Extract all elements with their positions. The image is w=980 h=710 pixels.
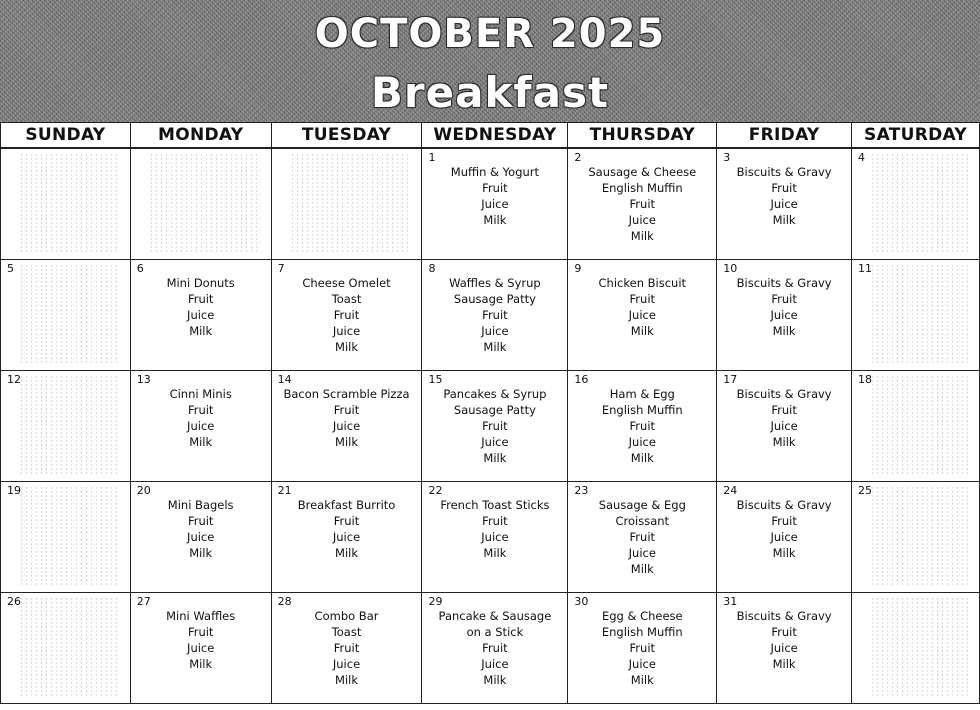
menu-item: Fruit [482, 641, 508, 655]
menu-list [272, 593, 422, 688]
day-number: 20 [136, 484, 151, 497]
stipple-fill [19, 264, 120, 364]
menu-list [422, 482, 567, 561]
menu-item: Milk [772, 324, 796, 338]
menu-item: Fruit [629, 641, 656, 655]
menu-item: Bacon Scramble Pizza [283, 387, 410, 401]
menu-item: Fruit [771, 514, 797, 528]
day-cell [852, 371, 980, 482]
menu-item: Juice [187, 419, 215, 433]
menu-list [717, 149, 851, 228]
day-number: 12 [7, 373, 21, 386]
menu-item: Fruit [629, 197, 656, 211]
menu-item: Juice [628, 546, 656, 560]
stipple-fill [870, 375, 969, 475]
menu-item: Toast [331, 292, 362, 306]
menu-list [568, 149, 716, 244]
menu-item: Sausage & Cheese [588, 165, 697, 179]
menu-item: Milk [483, 673, 507, 687]
menu-item: Fruit [482, 181, 508, 195]
menu-item: English Muffin [601, 181, 683, 195]
menu-item: Pancakes & Syrup [443, 387, 547, 401]
menu-item: Fruit [333, 514, 360, 528]
menu-item: Milk [189, 435, 213, 449]
menu-item: Juice [481, 435, 509, 449]
week-row [1, 260, 980, 371]
menu-list [131, 593, 271, 672]
menu-item: Croissant [615, 514, 670, 528]
day-cell [271, 260, 422, 371]
menu-item: Cinni Minis [169, 387, 232, 401]
menu-item: Fruit [187, 403, 214, 417]
stipple-fill [19, 153, 120, 253]
day-cell [422, 482, 568, 593]
day-cell [852, 482, 980, 593]
menu-item: Milk [189, 657, 213, 671]
menu-item: Juice [332, 657, 361, 671]
menu-list [422, 371, 567, 466]
day-number: 30 [574, 595, 589, 608]
menu-item: Sausage & Egg [598, 498, 686, 512]
day-number: 14 [277, 373, 292, 386]
day-number: 22 [428, 484, 443, 497]
menu-item: Fruit [333, 308, 360, 322]
day-number: 9 [574, 262, 582, 275]
day-cell [852, 260, 980, 371]
week-row [1, 148, 980, 260]
day-number: 18 [858, 373, 873, 386]
day-cell [852, 593, 980, 704]
week-row [1, 593, 980, 704]
menu-item: Milk [335, 546, 359, 560]
menu-item: Fruit [187, 292, 214, 306]
menu-item: Milk [483, 546, 507, 560]
day-cell [130, 148, 271, 260]
menu-item: Fruit [771, 292, 797, 306]
menu-item: Juice [628, 213, 656, 227]
stipple-fill [870, 486, 969, 586]
menu-item: Combo Bar [314, 609, 379, 623]
menu-item: French Toast Sticks [440, 498, 550, 512]
day-cell [717, 260, 852, 371]
menu-list [717, 371, 851, 450]
day-cell [568, 371, 717, 482]
menu-list [272, 260, 422, 355]
menu-item: Fruit [629, 292, 656, 306]
day-cell [422, 260, 568, 371]
menu-list [717, 593, 851, 672]
menu-list [422, 593, 567, 688]
month-title: OCTOBER 2025 [314, 11, 666, 57]
day-cell [271, 482, 422, 593]
weekday-header-thursday: THURSDAY [568, 123, 717, 149]
menu-item: Cheese Omelet [302, 276, 391, 290]
menu-item: on a Stick [466, 625, 524, 639]
day-number: 13 [136, 373, 151, 386]
menu-item: Milk [483, 213, 507, 227]
stipple-fill [870, 153, 969, 253]
day-cell [717, 593, 852, 704]
stipple-fill [19, 597, 120, 697]
menu-item: Milk [335, 340, 359, 354]
menu-item: Milk [772, 435, 796, 449]
day-number: 25 [858, 484, 873, 497]
stipple-fill [19, 486, 120, 586]
day-number: 5 [7, 262, 14, 275]
day-cell [271, 593, 422, 704]
day-cell [568, 482, 717, 593]
menu-item: Juice [481, 197, 509, 211]
day-cell [130, 482, 271, 593]
menu-item: Biscuits & Gravy [736, 609, 832, 623]
breakfast-calendar [0, 122, 980, 704]
day-cell [1, 371, 131, 482]
menu-item: Milk [772, 657, 796, 671]
day-number: 26 [7, 595, 21, 608]
day-number: 19 [7, 484, 21, 497]
menu-item: Juice [481, 657, 509, 671]
menu-item: Muffin & Yogurt [450, 165, 540, 179]
day-number: 7 [277, 262, 285, 275]
day-number: 16 [574, 373, 589, 386]
menu-item: Mini Donuts [166, 276, 235, 290]
day-number: 1 [428, 151, 436, 164]
menu-item: Milk [630, 562, 654, 576]
menu-item: Fruit [771, 625, 797, 639]
menu-list [568, 260, 716, 339]
menu-item: English Muffin [601, 403, 683, 417]
menu-item: Juice [628, 657, 656, 671]
day-number: 11 [858, 262, 873, 275]
menu-item: Milk [630, 229, 654, 243]
menu-item: Biscuits & Gravy [736, 165, 832, 179]
weekday-header-wednesday: WEDNESDAY [422, 123, 568, 149]
menu-item: Biscuits & Gravy [736, 387, 832, 401]
menu-list [131, 260, 271, 339]
meal-title: Breakfast [370, 68, 610, 117]
menu-list [568, 593, 716, 688]
day-cell [568, 593, 717, 704]
day-number: 23 [574, 484, 589, 497]
day-number: 10 [723, 262, 738, 275]
menu-item: Juice [332, 419, 361, 433]
menu-item: Egg & Cheese [601, 609, 683, 623]
stipple-fill [290, 153, 412, 253]
menu-list [422, 149, 567, 228]
week-row [1, 371, 980, 482]
menu-item: Breakfast Burrito [297, 498, 396, 512]
menu-item: Milk [772, 213, 796, 227]
menu-item: Juice [628, 435, 656, 449]
menu-item: Fruit [333, 641, 360, 655]
stipple-fill [149, 153, 261, 253]
day-number: 15 [428, 373, 443, 386]
weekday-header-friday: FRIDAY [717, 123, 852, 149]
menu-list [272, 482, 422, 561]
menu-item: Juice [770, 641, 798, 655]
menu-item: Chicken Biscuit [598, 276, 687, 290]
menu-item: Mini Waffles [166, 609, 236, 623]
day-number: 31 [723, 595, 738, 608]
menu-item: Milk [630, 324, 654, 338]
menu-item: Fruit [482, 514, 508, 528]
day-number: 17 [723, 373, 738, 386]
menu-item: Fruit [187, 514, 214, 528]
day-cell [568, 148, 717, 260]
menu-item: Milk [630, 451, 654, 465]
menu-item: Fruit [333, 403, 360, 417]
menu-item: Juice [187, 530, 215, 544]
stipple-fill [870, 264, 969, 364]
menu-item: Juice [187, 641, 215, 655]
menu-item: Juice [481, 324, 509, 338]
menu-item: Sausage Patty [453, 403, 536, 417]
menu-item: Sausage Patty [453, 292, 536, 306]
menu-list [717, 482, 851, 561]
day-number: 4 [858, 151, 866, 164]
menu-item: Pancake & Sausage [438, 609, 552, 623]
day-number: 3 [723, 151, 731, 164]
menu-item: English Muffin [601, 625, 683, 639]
menu-list [568, 371, 716, 466]
calendar-body [1, 148, 980, 704]
menu-item: Juice [770, 308, 798, 322]
menu-list [131, 371, 271, 450]
weekday-header-sunday: SUNDAY [1, 123, 131, 149]
day-cell [1, 260, 131, 371]
menu-list [422, 260, 567, 355]
menu-item: Juice [770, 197, 798, 211]
menu-list [717, 260, 851, 339]
day-cell [1, 593, 131, 704]
menu-item: Fruit [482, 419, 508, 433]
day-cell [717, 148, 852, 260]
menu-item: Fruit [482, 308, 508, 322]
day-number: 29 [428, 595, 443, 608]
menu-item: Juice [481, 530, 509, 544]
menu-item: Juice [770, 419, 798, 433]
menu-item: Toast [331, 625, 362, 639]
day-cell [568, 260, 717, 371]
day-number: 2 [574, 151, 582, 164]
menu-list [131, 482, 271, 561]
week-row [1, 482, 980, 593]
weekday-header-row [1, 123, 980, 149]
menu-item: Juice [770, 530, 798, 544]
menu-item: Milk [335, 435, 359, 449]
menu-item: Milk [772, 546, 796, 560]
day-cell [271, 148, 422, 260]
stipple-fill [870, 597, 969, 697]
day-number: 21 [277, 484, 292, 497]
day-cell [422, 148, 568, 260]
stipple-fill [19, 375, 120, 475]
weekday-header-tuesday: TUESDAY [271, 123, 422, 149]
day-number: 28 [277, 595, 292, 608]
menu-item: Juice [187, 308, 215, 322]
menu-list [272, 371, 422, 450]
day-number: 6 [136, 262, 144, 275]
day-cell [717, 482, 852, 593]
menu-item: Juice [332, 324, 361, 338]
menu-item: Milk [483, 340, 507, 354]
menu-item: Milk [630, 673, 654, 687]
menu-item: Biscuits & Gravy [736, 276, 832, 290]
menu-item: Juice [628, 308, 656, 322]
day-number: 8 [428, 262, 436, 275]
day-cell [130, 260, 271, 371]
weekday-header-monday: MONDAY [130, 123, 271, 149]
menu-item: Juice [332, 530, 361, 544]
menu-item: Biscuits & Gravy [736, 498, 832, 512]
menu-item: Mini Bagels [167, 498, 234, 512]
day-cell [717, 371, 852, 482]
day-cell [130, 593, 271, 704]
menu-item: Waffles & Syrup [449, 276, 541, 290]
menu-item: Ham & Egg [609, 387, 675, 401]
day-cell [1, 482, 131, 593]
day-number: 24 [723, 484, 738, 497]
menu-item: Milk [335, 673, 359, 687]
day-cell [852, 148, 980, 260]
day-cell [422, 593, 568, 704]
menu-item: Milk [189, 546, 213, 560]
menu-item: Fruit [771, 403, 797, 417]
weekday-header-saturday: SATURDAY [852, 123, 980, 149]
menu-item: Milk [189, 324, 213, 338]
menu-list [568, 482, 716, 577]
day-number: 27 [136, 595, 151, 608]
day-cell [1, 148, 131, 260]
day-cell [422, 371, 568, 482]
menu-item: Milk [483, 451, 507, 465]
menu-item: Fruit [771, 181, 797, 195]
calendar-banner [0, 0, 980, 122]
menu-item: Fruit [187, 625, 214, 639]
day-cell [130, 371, 271, 482]
menu-item: Fruit [629, 419, 656, 433]
day-cell [271, 371, 422, 482]
menu-item: Fruit [629, 530, 656, 544]
